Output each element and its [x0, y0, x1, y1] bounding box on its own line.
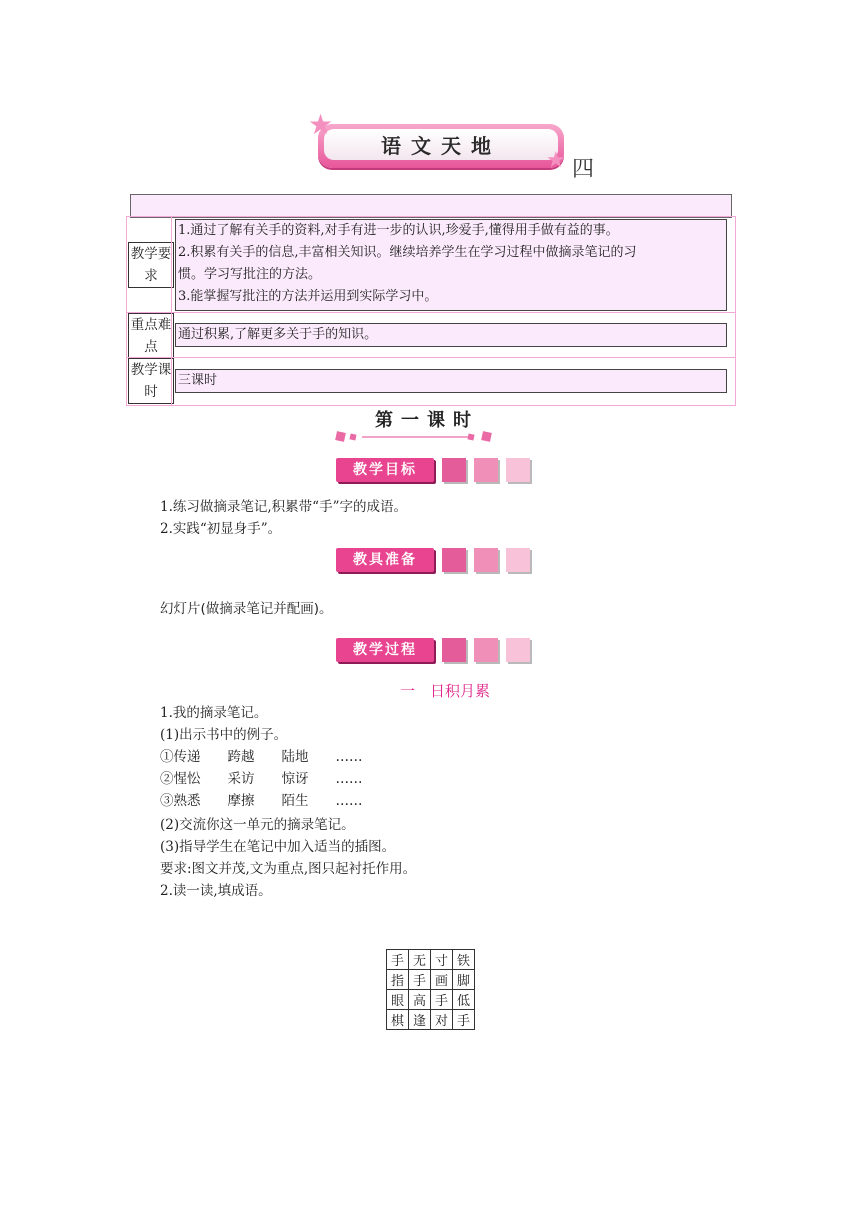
tag-square [474, 548, 498, 572]
tag-label: 教学目标 [336, 458, 434, 482]
lesson-title-decoration [332, 432, 502, 442]
requirements-table [126, 216, 736, 406]
title-banner [318, 124, 564, 168]
tag-square [506, 638, 530, 662]
process-line: (2)交流你这一单元的摘录笔记。 [160, 817, 355, 833]
requirement-line: 1.通过了解有关手的资料,对手有进一步的认识,珍爱手,懂得用手做有益的事。 [178, 223, 619, 238]
row-label-class-hours [128, 358, 174, 404]
divider [171, 217, 172, 405]
process-line: ③熟悉 摩擦 陌生 …… [160, 793, 363, 809]
grid-cell: 低 [453, 990, 475, 1010]
star-icon: ★ [546, 148, 566, 173]
tag-square [506, 458, 530, 482]
grid-row [387, 1010, 475, 1030]
tag-label: 教具准备 [336, 548, 434, 572]
tag-square [506, 548, 530, 572]
grid-row [387, 950, 475, 970]
grid-cell: 手 [409, 970, 431, 990]
grid-cell: 指 [387, 970, 409, 990]
grid-cell: 眼 [387, 990, 409, 1010]
table-header-bar [130, 194, 732, 218]
grid-cell: 手 [387, 950, 409, 970]
grid-cell: 手 [453, 1010, 475, 1030]
grid-cell: 手 [431, 990, 453, 1010]
objective-line: 2.实践“初显身手”。 [160, 521, 282, 537]
process-line: (1)出示书中的例子。 [160, 727, 288, 743]
tag-square [474, 638, 498, 662]
grid-cell: 高 [409, 990, 431, 1010]
label-text: 教学要求 [130, 246, 172, 284]
label-text: 重点难点 [130, 317, 172, 355]
row-label-requirements [128, 242, 174, 288]
section-tag-materials [336, 548, 524, 574]
tag-square [474, 458, 498, 482]
grid-row [387, 990, 475, 1010]
tag-square [442, 638, 466, 662]
tag-square [442, 548, 466, 572]
lesson-title: 第一课时 [375, 410, 479, 431]
banner-title: 语文天地 [324, 129, 558, 160]
requirement-line: 2.积累有关手的信息,丰富相关知识。继续培养学生在学习过程中做摘录笔记的习 [178, 245, 637, 260]
grid-cell: 无 [409, 950, 431, 970]
section-tag-process [336, 638, 524, 664]
grid-cell: 棋 [387, 1010, 409, 1030]
process-line: ①传递 跨越 陆地 …… [160, 749, 363, 765]
divider [127, 357, 735, 358]
grid-cell: 画 [431, 970, 453, 990]
section-tag-objectives [336, 458, 524, 484]
grid-row [387, 970, 475, 990]
grid-cell: 铁 [453, 950, 475, 970]
process-line: (3)指导学生在笔记中加入适当的插图。 [160, 839, 396, 855]
tag-label: 教学过程 [336, 638, 434, 662]
label-text: 教学课时 [130, 362, 172, 400]
requirement-line: 惯。学习写批注的方法。 [178, 267, 322, 282]
process-heading: 一 日积月累 [400, 682, 491, 700]
grid-cell: 对 [431, 1010, 453, 1030]
divider [127, 312, 735, 313]
process-line: 1.我的摘录笔记。 [160, 705, 268, 721]
requirements-cell [175, 219, 727, 311]
objective-line: 1.练习做摘录笔记,积累带“手”字的成语。 [160, 499, 407, 515]
unit-number: 四 [572, 157, 595, 182]
grid-cell: 脚 [453, 970, 475, 990]
materials-line: 幻灯片(做摘录笔记并配画)。 [160, 601, 333, 617]
tag-square [442, 458, 466, 482]
key-points-cell: 通过积累,了解更多关于手的知识。 [175, 323, 727, 347]
process-line: 要求:图文并茂,文为重点,图只起衬托作用。 [160, 861, 417, 877]
row-label-key-points [128, 313, 174, 359]
star-icon: ★ [308, 108, 334, 141]
idiom-grid [386, 949, 475, 1030]
grid-cell: 寸 [431, 950, 453, 970]
class-hours-cell: 三课时 [175, 369, 727, 393]
process-line: 2.读一读,填成语。 [160, 883, 272, 899]
grid-cell: 逢 [409, 1010, 431, 1030]
requirement-line: 3.能掌握写批注的方法并运用到实际学习中。 [178, 289, 438, 304]
process-line: ②惺忪 采访 惊讶 …… [160, 771, 363, 787]
